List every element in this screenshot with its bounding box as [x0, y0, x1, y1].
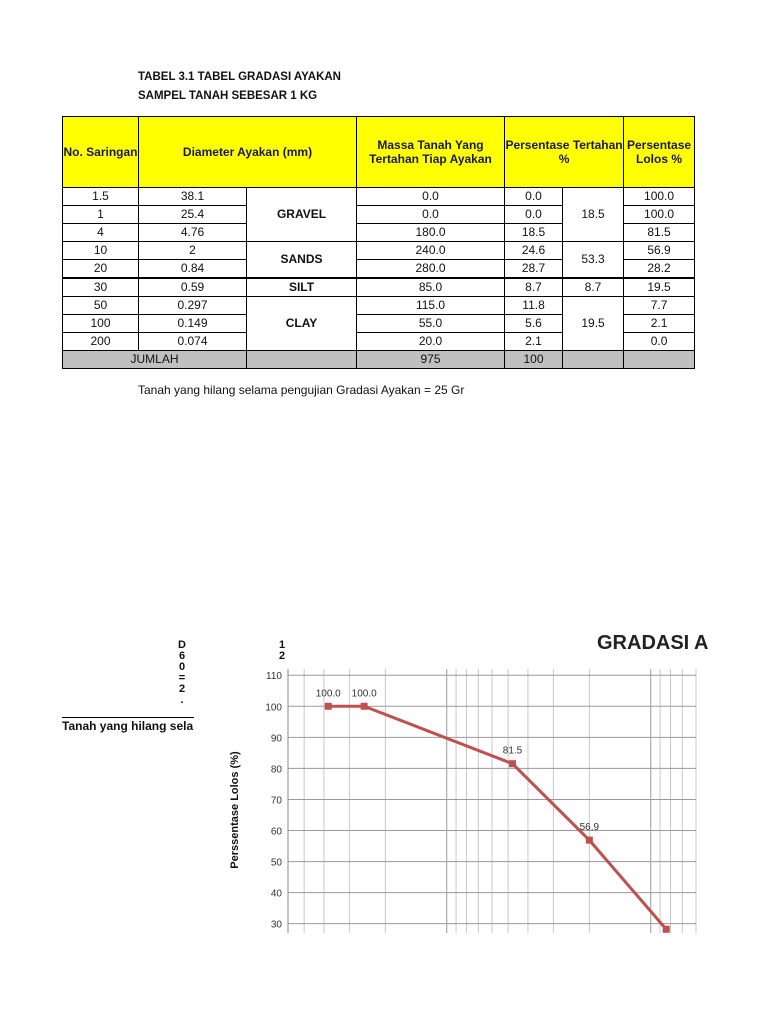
data-label: 56.9	[579, 822, 600, 834]
total-empty	[563, 351, 624, 369]
d60-vertical-text: D 6 0 = 2 .	[178, 639, 186, 706]
header-persen-tertahan: Persentase Tertahan %	[505, 117, 624, 188]
group-silt: SILT	[247, 278, 357, 297]
total-label: JUMLAH	[63, 351, 247, 369]
y-tick-label: 40	[270, 888, 282, 900]
y-tick-label: 80	[270, 764, 282, 776]
cell-no: 100	[63, 315, 139, 333]
data-point	[663, 926, 670, 933]
group-gravel: GRAVEL	[247, 188, 357, 242]
y-axis	[265, 669, 288, 933]
cell-lolos: 0.0	[624, 333, 695, 351]
cell-diameter: 0.074	[139, 333, 247, 351]
header-massa: Massa Tanah Yang Tertahan Tiap Ayakan	[357, 117, 505, 188]
table-title: TABEL 3.1 TABEL GRADASI AYAKAN	[138, 71, 341, 83]
cell-diameter: 0.297	[139, 297, 247, 315]
total-empty	[624, 351, 695, 369]
cell-tertahan: 28.7	[505, 260, 563, 279]
cell-diameter: 0.84	[139, 260, 247, 279]
y-tick-label: 60	[270, 826, 282, 838]
cell-massa: 240.0	[357, 242, 505, 260]
cell-tertahan: 0.0	[505, 188, 563, 206]
cell-no: 4	[63, 224, 139, 242]
cell-lolos: 100.0	[624, 206, 695, 224]
cell-no: 30	[63, 278, 139, 297]
cell-massa: 85.0	[357, 278, 505, 297]
cell-massa: 180.0	[357, 224, 505, 242]
cell-diameter: 4.76	[139, 224, 247, 242]
cell-no: 10	[63, 242, 139, 260]
cell-diameter: 38.1	[139, 188, 247, 206]
table-row	[63, 278, 695, 297]
cell-diameter: 2	[139, 242, 247, 260]
cell-tertahan: 24.6	[505, 242, 563, 260]
cell-diameter: 0.149	[139, 315, 247, 333]
header-persen-lolos: Persentase Lolos %	[624, 117, 695, 188]
cell-tertahan: 5.6	[505, 315, 563, 333]
y-tick-label: 50	[270, 857, 282, 869]
chart-title: GRADASI A	[597, 632, 709, 654]
cell-massa: 20.0	[357, 333, 505, 351]
group-silt-sum: 8.7	[563, 278, 624, 297]
data-label: 100.0	[351, 688, 377, 700]
table-row	[63, 242, 695, 260]
cell-diameter: 25.4	[139, 206, 247, 224]
gradation-table	[62, 116, 695, 369]
cell-tertahan: 0.0	[505, 206, 563, 224]
total-row	[63, 351, 695, 369]
y-tick-label: 70	[270, 795, 282, 807]
cell-no: 50	[63, 297, 139, 315]
cell-massa: 0.0	[357, 206, 505, 224]
cell-tertahan: 2.1	[505, 333, 563, 351]
total-massa: 975	[357, 351, 505, 369]
group-sands: SANDS	[247, 242, 357, 279]
data-point	[325, 703, 332, 710]
cell-no: 20	[63, 260, 139, 279]
cell-lolos: 81.5	[624, 224, 695, 242]
total-tertahan: 100	[505, 351, 563, 369]
gradation-chart	[220, 655, 698, 940]
y-tick-label: 90	[270, 733, 282, 745]
y-tick-label: 110	[266, 671, 282, 683]
cell-no: 200	[63, 333, 139, 351]
y-axis-label: Perssentase Lolos (%)	[229, 751, 241, 869]
cell-tertahan: 8.7	[505, 278, 563, 297]
cell-massa: 115.0	[357, 297, 505, 315]
cell-lolos: 2.1	[624, 315, 695, 333]
cell-tertahan: 11.8	[505, 297, 563, 315]
data-points	[316, 688, 670, 933]
y-tick-label: 30	[270, 919, 282, 931]
cell-massa: 0.0	[357, 188, 505, 206]
total-empty	[247, 351, 357, 369]
d60-vertical-text-2: 1 2	[278, 639, 286, 662]
cell-massa: 55.0	[357, 315, 505, 333]
cell-lolos: 56.9	[624, 242, 695, 260]
cell-diameter: 0.59	[139, 278, 247, 297]
cell-lolos: 7.7	[624, 297, 695, 315]
table-row	[63, 297, 695, 315]
cell-lolos: 28.2	[624, 260, 695, 279]
header-no-saringan: No. Saringan	[63, 117, 139, 188]
series-line	[328, 706, 666, 929]
header-diameter: Diameter Ayakan (mm)	[139, 117, 357, 188]
table-subtitle: SAMPEL TANAH SEBESAR 1 KG	[138, 90, 318, 102]
data-point	[361, 703, 368, 710]
data-label: 100.0	[315, 688, 341, 700]
cell-lolos: 100.0	[624, 188, 695, 206]
group-clay-sum: 19.5	[563, 297, 624, 351]
truncated-loss-label: Tanah yang hilang sela	[62, 719, 194, 733]
cell-no: 1.5	[63, 188, 139, 206]
group-clay: CLAY	[247, 297, 357, 351]
table-row	[63, 188, 695, 206]
series-path	[328, 706, 666, 929]
data-label: 81.5	[502, 745, 523, 757]
cell-lolos: 19.5	[624, 278, 695, 297]
cell-massa: 280.0	[357, 260, 505, 279]
data-point	[586, 837, 593, 844]
data-point	[509, 760, 516, 767]
group-sands-sum: 53.3	[563, 242, 624, 279]
group-gravel-sum: 18.5	[563, 188, 624, 242]
y-tick-label: 100	[265, 702, 282, 714]
cell-tertahan: 18.5	[505, 224, 563, 242]
cell-no: 1	[63, 206, 139, 224]
loss-note: Tanah yang hilang selama pengujian Gradasi Ayakan = 25 Gr	[138, 383, 465, 397]
